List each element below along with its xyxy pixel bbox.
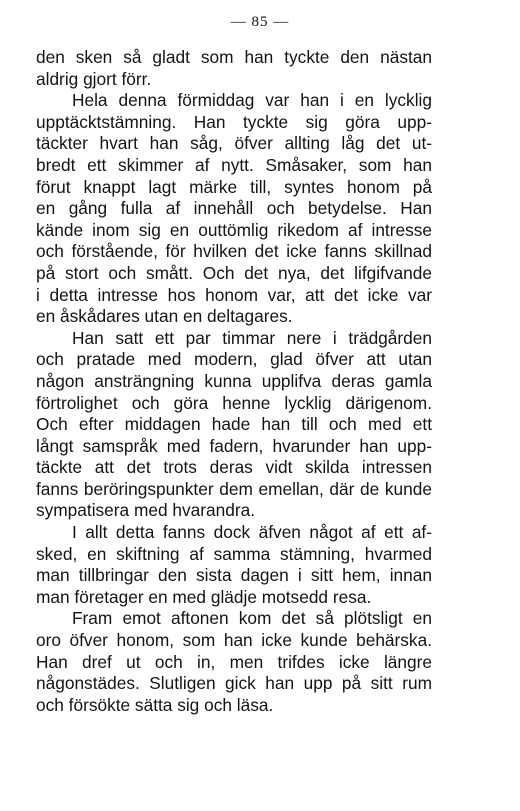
text-line: Han satt ett par timmar nere i trädgården — [72, 327, 432, 348]
text-line: förut knappt lagt märke till, syntes honom på — [36, 176, 432, 197]
text-line: bredt ett skimmer af nytt. Småsaker, som han — [36, 154, 432, 175]
text-line: I allt detta fanns dock äfven något af ett af- — [72, 522, 432, 543]
text-line: täckte att det trots deras vidt skilda intressen — [36, 457, 432, 478]
text-line: täckter hvart han såg, öfver allting låg det ut- — [36, 133, 432, 154]
text-line: den sken så gladt som han tyckte den nästan — [36, 47, 432, 67]
text-line: någon ansträngning kunna upplifva deras gamla — [36, 370, 432, 391]
text-line: och förstående, för hvilken det icke fanns skillnad — [36, 241, 432, 262]
text-line: kände inom sig en outtömlig rikedom af intresse — [36, 219, 432, 240]
text-line: Fram emot aftonen kom det så plötsligt en — [72, 608, 432, 629]
text-line: sympatisera med hvarandra. — [36, 500, 255, 521]
text-line: och pratade med modern, glad öfver att utan — [36, 349, 432, 370]
text-line: Och efter middagen hade han till och med ett — [36, 414, 432, 435]
page-number: — 85 — — [230, 14, 290, 30]
text-line: en åskådares utan en deltagares. — [36, 306, 293, 327]
text-line: Hela denna förmiddag var han i en lycklig — [72, 90, 432, 111]
text-line: man företager en med glädje motsedd resa. — [36, 586, 372, 607]
text-line: och försökte sätta sig och läsa. — [36, 694, 274, 715]
text-line: upptäcktstämning. Han tyckte sig göra upp- — [36, 111, 432, 132]
text-line: någonstädes. Slutligen gick han upp på sitt rum — [36, 673, 432, 694]
text-line: långt samspråk med fadern, hvarunder han upp- — [36, 435, 432, 456]
text-line: sked, en skiftning af samma stämning, hvarmed — [36, 543, 432, 564]
text-line: aldrig gjort förr. — [36, 68, 152, 89]
body-text — [36, 47, 432, 716]
text-line: fanns beröringspunkter dem emellan, där de kunde — [36, 478, 432, 499]
text-line: en gång fulla af innehåll och betydelse. Han — [36, 198, 432, 219]
text-line: på stort och smått. Och det nya, det lifgifvande — [36, 262, 432, 283]
text-line: oro öfver honom, som han icke kunde behärska. — [36, 630, 432, 651]
text-line: förtrolighet och göra henne lycklig därigenom. — [36, 392, 432, 413]
text-line: Han dref ut och in, men trifdes icke längre — [36, 651, 432, 672]
text-line: i detta intresse hos honom var, att det icke var — [36, 284, 432, 305]
text-line: man tillbringar den sista dagen i sitt hem, innan — [36, 565, 432, 586]
